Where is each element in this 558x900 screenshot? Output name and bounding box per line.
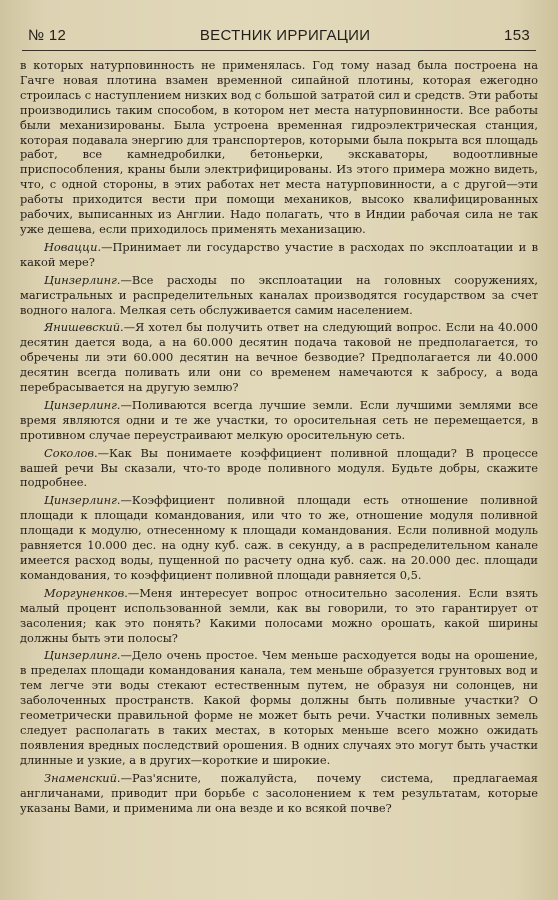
paragraph-text: в которых натурповинность не применялась. Год тому назад была построена на Гачге новая плотина взамен временной сипайной плотины, которая ежегодно строилась с наступлением низких вод с большой затратой сил и средств. Эти работы производились таким способом, в котором нет места натурповинности. Все работы были механизированы. Была устроена временная гидроэлектрическая станция, которая подавала энергию для транспортеров, которыми была покрыта вся площадь работ, все камнедробилки, бетоньерки, экскаваторы, водоотливные приспособления, краны были электрифицированы. Из этого примера можно видеть, что, с одной стороны, в этих работах нет места натурповинности, а с другой—эти работы приходится вести при помощи механиков, высоко квалифицированных рабочих, выписанных из Англии. Надо полагать, что в Индии рабочая сила не так уже дешева, если приходилось применять механизацию. xyxy=(20,58,538,236)
page-body xyxy=(20,58,538,886)
speaker-name: Новацци. xyxy=(44,239,102,254)
running-header xyxy=(28,22,530,48)
paragraph xyxy=(20,58,538,237)
journal-title: ВЕСТНИК ИРРИГАЦИИ xyxy=(199,26,371,44)
speaker-name: Моргуненков. xyxy=(44,585,128,600)
paragraph-text: —Я хотел бы получить ответ на следующий вопрос. Если на 40.000 десятин дается вода, а на 60.000 десятин подача таковой не предполагается, то обречены ли эти 60.000 десятин на вечное безводие? Предполагается ли 40.000 десятин всегда поливать или они со временем намечаются к забросу, а вода перебрасывается на другую землю? xyxy=(20,320,538,395)
dialogue-paragraph xyxy=(20,586,538,646)
speaker-name: Цинзерлинг. xyxy=(44,648,121,663)
paragraph-text: —Раз'ясните, пожалуйста, почему система, предлагаемая англичанами, приводит при борьбе с засолонением к тем результатам, которые указаны Вами, и применима ли она везде и ко всякой почве? xyxy=(20,770,538,815)
dialogue-paragraph xyxy=(20,648,538,767)
paragraph-text: —Дело очень простое. Чем меньше расходуется воды на орошение, в пределах площади командования канала, тем меньше образуется грунтовых вод и тем легче эти воды стекают естественным путем, не образуя ни солонцев, ни заболоченных пространств. Какой формы должны быть поливные участки? О геометрически правильной форме не может быть речи. Участки поливных земель следует располагать в таких местах, в которых меньше всего можно ожидать появления вредных последствий орошения. В одних случаях это могут быть участки длинные и узкие, а в других—короткие и широкие. xyxy=(20,648,538,767)
speaker-name: Соколов. xyxy=(44,445,98,460)
speaker-name: Знаменский. xyxy=(44,770,121,785)
speaker-name: Янишевский. xyxy=(44,320,124,335)
dialogue-paragraph xyxy=(20,273,538,318)
issue-number: № 12 xyxy=(28,26,67,44)
header-rule xyxy=(22,50,536,51)
speaker-name: Цинзерлинг. xyxy=(44,493,121,508)
page-number: 153 xyxy=(504,26,530,44)
paragraph-text: —Коэффициент поливной площади есть отношение поливной площади к площади командования, или что то же, отношение модуля поливной площади к модулю, отнесенному к площади командования. Если поливной модуль равняется 10.000 дес. на одну куб. саж. в секунду, а в распределительном канале имеется расход воды, пущенной по расчету одна куб. саж. на 20.000 дес. площади командования, то коэффициент поливной площади равняется 0,5. xyxy=(20,493,538,582)
paragraph-text: —Все расходы по эксплоатации на головных сооружениях, магистральных и распределительных каналах производятся государством за счет водного налога. Мелкая сеть обслуживается самим населением. xyxy=(20,272,538,317)
dialogue-paragraph xyxy=(20,240,538,270)
speaker-name: Цинзерлинг. xyxy=(44,272,121,287)
paragraph-text: —Меня интересует вопрос относительно засоления. Если взять малый процент использованной земли, как вы говорили, то это гарантирует от засоления; как это понять? Какими полосами можно орошать, какой ширины должны быть эти полосы? xyxy=(20,585,538,645)
paragraph-text: —Принимает ли государство участие в расходах по эксплоатации и в какой мере? xyxy=(20,239,538,269)
dialogue-paragraph xyxy=(20,446,538,491)
dialogue-paragraph xyxy=(20,398,538,443)
dialogue-paragraph xyxy=(20,771,538,816)
paragraph-text: —Поливаются всегда лучшие земли. Если лучшими землями все время являются одни и те же участки, то оросительная сеть не перемещается, в противном случае переустраивают мелкую оросительную сеть. xyxy=(20,397,538,442)
dialogue-paragraph xyxy=(20,320,538,395)
speaker-name: Цинзерлинг. xyxy=(44,397,121,412)
paragraph-text: —Как Вы понимаете коэффициент поливной площади? В процессе вашей речи Вы сказали, что-то вроде поливного модуля. Будьте добры, скажите подробнее. xyxy=(20,445,538,490)
dialogue-paragraph xyxy=(20,493,538,582)
